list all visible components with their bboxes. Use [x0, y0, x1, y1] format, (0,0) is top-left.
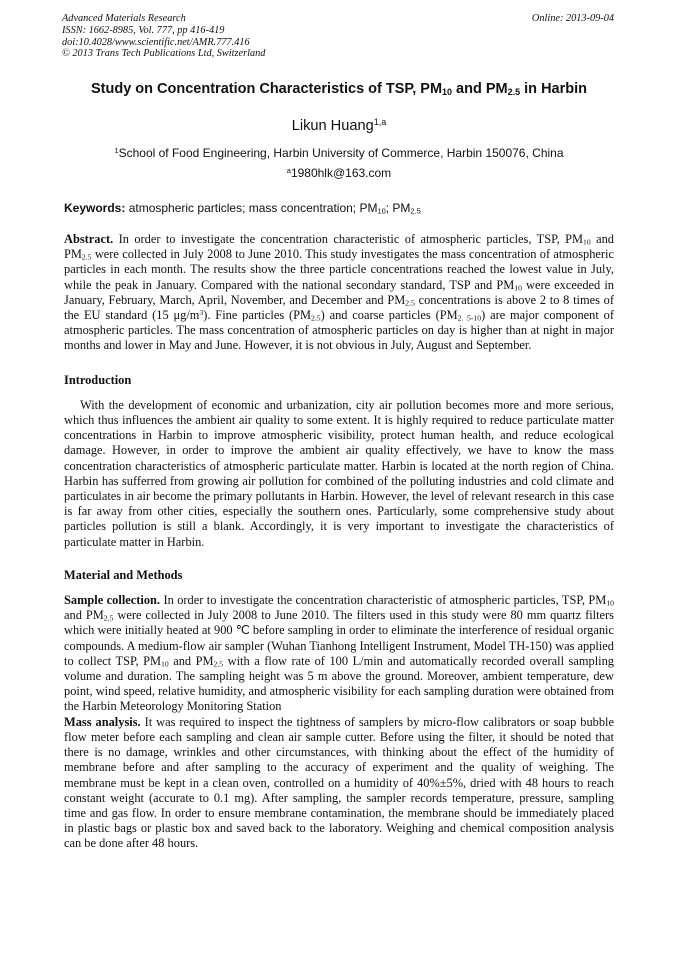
doi: doi:10.4028/www.scientific.net/AMR.777.416: [62, 36, 250, 48]
author: Likun Huang$^{1,a}$: [291, 117, 387, 134]
paper-body: [64, 232, 614, 852]
online-date: Online: 2013-09-04: [531, 13, 614, 24]
mass-analysis: Mass analysis. It was required to inspect the tightness of samplers by micro-flow calibrators or soap bubble flow meter before each sampling and clean air sample cutter. Before using the filter, it should be noted that there is no damage, wrinkles and other circumstances, with thinking about the effect of the humidity of membrane before and after sampling to the accuracy of experiment and the quality of weighing. The membrane must be kept in a clean oven, controlled on a humidity of 40%±5%, dried with 48 hours to reach constant weight (accurate to 0.1 mg). After sampling, the sampler records temperature, pressure, sampling time and gas flow. In order to ensure membrane contamination, the membrane should be immediately placed in plastic bags or plastic box and saved back to the laboratory. Weighing and chemical composition analysis can be done after 48 hours.: [64, 714, 614, 851]
page-header: [62, 13, 614, 60]
methods-heading: Material and Methods: [64, 567, 183, 582]
sample-collection: Sample collection. In order to investigate the concentration characteristic of atmospheric particles, TSP, $PM_{10}$ and $PM_{2.5}$ were collected in July 2008 to June 2010. The filters used in this study were 80 mm quartz filters which were initially heated at 900 ℃ before sampling in order to eliminate the interference of residual organic compounds. A medium-flow air sampler (Wuhan Tianhong Intelligent Instrument, Model TH-150) was applied to collect TSP, $PM_{10}$ and $PM_{2.5}$ with a flow rate of 100 L/min and automatically recorded overall sampling volume and duration. The sampling height was 5 m above the ground. Moreover, ambient temperature, dew point, wind speed, relative humidity, and atmospheric visibility for each sampling duration were obtained from the Harbin Meteorology Monitoring Station: [64, 593, 614, 714]
abstract: Abstract. In order to investigate the concentration characteristic of atmospheric particles, TSP, $PM_{10}$ and $PM_{2.5}$ were collected in July 2008 to June 2010. This study investigates the mass concentration of atmospheric particles in each month. The results show the three particle concentrations reached the lowest value in July, while the peak in January. Compared with the national secondary standard, TSP and $PM_{10}$ were exceeded in January, February, March, April, November, and December and $PM_{2.5}$ concentrations is above 2 to 8 times of the EU standard (15 $\mu g/m^3$). Fine particles $(PM_{2.5})$ and coarse particles $(PM_{2. 5-10})$ are major component of atmospheric particles. The mass concentration of atmospheric particles on day is higher than at night in major months and lower in May and June. However, it is not obvious in July, August and September.: [64, 232, 615, 353]
copyright: © 2013 Trans Tech Publications Ltd, Switzerland: [62, 48, 266, 60]
affiliation: $^1$School of Food Engineering, Harbin University of Commerce, Harbin 150076, China: [114, 145, 564, 160]
keywords: Keywords: atmospheric particles; mass concentration; $PM_{10}$; $PM_{2.5}$: [64, 201, 421, 216]
mass-analysis-label: Mass analysis.: [64, 714, 141, 729]
sample-collection-label: Sample collection.: [64, 593, 161, 608]
keywords-label: Keywords:: [64, 201, 126, 215]
journal-name: Advanced Materials Research: [62, 13, 186, 24]
introduction-heading: Introduction: [64, 372, 132, 387]
issn: ISSN: 1662-8985, Vol. 777, pp 416-419: [62, 24, 225, 36]
introduction-text: With the development of economic and urbanization, city air pollution becomes more and more serious, which thus influences the ambient air quality to some extent. It is highly required to reduce particulate matter concentrations in Harbin to improve atmospheric visibility, protect human health, and reduce ecological damage. However, in order to improve the ambient air quality effectively, we have to know the mass concentration characteristics of atmospheric particulate matter. Harbin is located at the north region of China. Harbin has sufferred from growing air pollution for combined of the polluting industries and cold climate and particulates in air become the primary pollutants in Harbin. However, the level of relevant research in this case is far away from other cities, especially the southern ones. Particularly, some comprehensive study about particles pollution is still a blank. Accordingly, it is very important to investigate the characteristics of particulate matter in Harbin.: [64, 397, 614, 549]
author-email: $^a$1980hlk@163.com: [286, 165, 392, 180]
paper-title: Study on Concentration Characteristics of TSP, $PM_{10}$ and $PM_{2.5}$ in Harbin: [91, 81, 587, 97]
abstract-label: Abstract.: [64, 232, 114, 246]
